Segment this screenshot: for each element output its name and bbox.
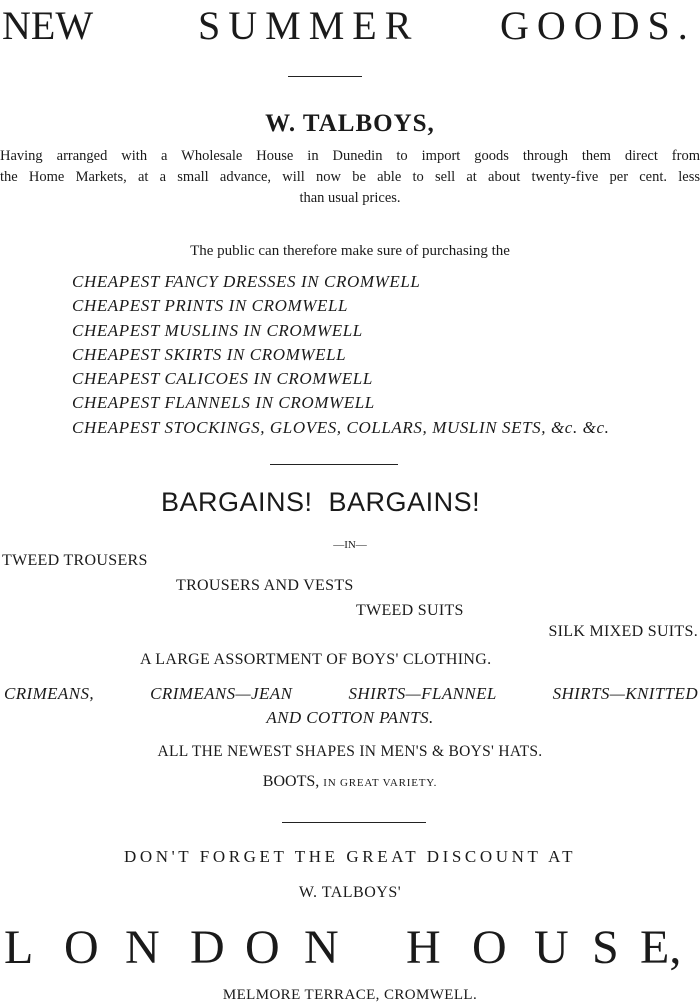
discount-line: DON'T FORGET THE GREAT DISCOUNT AT — [123, 847, 577, 866]
footer-letter: O — [472, 921, 507, 974]
trousers-vests: TROUSERS AND VESTS — [176, 577, 354, 594]
footer-letter: E, — [640, 921, 682, 974]
list-item: CHEAPEST MUSLINS IN CROMWELL — [72, 320, 363, 340]
tweed-suits: TWEED SUITS — [356, 602, 464, 619]
boys-clothing: A LARGE ASSORTMENT OF BOYS' CLOTHING. — [140, 651, 492, 668]
bargains-heading — [161, 487, 480, 518]
footer-letter: N — [304, 921, 339, 974]
footer-letter: H — [406, 921, 441, 974]
boots-line — [0, 773, 700, 791]
divider-middle — [270, 464, 398, 465]
public-line: The public can therefore make sure of purchasing the — [190, 243, 510, 259]
silk-suits: SILK MIXED SUITS. — [548, 623, 698, 640]
footer-letter: U — [534, 921, 569, 974]
divider-bottom — [282, 822, 426, 823]
list-item: CHEAPEST CALICOES IN CROMWELL — [72, 369, 373, 389]
boots-word: BOOTS, — [262, 773, 320, 790]
intro-line-3: than usual prices. — [299, 190, 401, 206]
tweed-trousers: TWEED TROUSERS — [2, 552, 148, 569]
footer-letter: N — [125, 921, 160, 974]
headline-word-goods: GOODS. — [500, 3, 696, 48]
headline — [0, 2, 700, 62]
in-label: —IN— — [333, 539, 367, 551]
footer-letter: S — [592, 921, 619, 974]
discount-name: W. TALBOYS' — [298, 884, 402, 901]
divider-top — [288, 76, 362, 77]
list-item: CHEAPEST FANCY DRESSES IN CROMWELL — [72, 272, 421, 291]
headline-word-new: NEW — [2, 3, 94, 48]
cheapest-list — [72, 270, 609, 440]
merchant-name: W. TALBOYS, — [265, 110, 435, 137]
footer-letter: O — [245, 921, 280, 974]
address: MELMORE TERRACE, CROMWELL. — [222, 987, 478, 1003]
intro-line-2: the Home Markets, at a small advance, will now be able to sell at about twenty-five per cent. less — [0, 169, 700, 185]
list-item: CHEAPEST FLANNELS IN CROMWELL — [72, 393, 375, 413]
hats-line: ALL THE NEWEST SHAPES IN MEN'S & BOYS' HATS. — [157, 743, 543, 760]
boots-variety: IN GREAT VARIETY. — [323, 777, 438, 789]
crimeans-line-2: AND COTTON PANTS. — [266, 708, 434, 727]
footer-letter: D — [190, 921, 225, 974]
headline-word-summer: SUMMER — [198, 3, 420, 48]
footer-letter: L — [4, 921, 34, 974]
footer-letter: O — [64, 921, 99, 974]
crimeans-line-1: CRIMEANS, CRIMEANS—JEAN SHIRTS—FLANNEL SHIRTS—KNITTED — [4, 684, 698, 703]
intro-line-1: Having arranged with a Wholesale House in Dunedin to import goods through them direct from — [0, 148, 700, 164]
list-item: CHEAPEST PRINTS IN CROMWELL — [72, 296, 349, 316]
list-item: CHEAPEST SKIRTS IN CROMWELL — [72, 344, 347, 364]
list-item: CHEAPEST STOCKINGS, GLOVES, COLLARS, MUSLIN SETS, &c. &c. — [72, 417, 610, 437]
intro-paragraph — [0, 146, 700, 209]
bargains-heading-text: BARGAINS! BARGAINS! — [161, 487, 481, 517]
